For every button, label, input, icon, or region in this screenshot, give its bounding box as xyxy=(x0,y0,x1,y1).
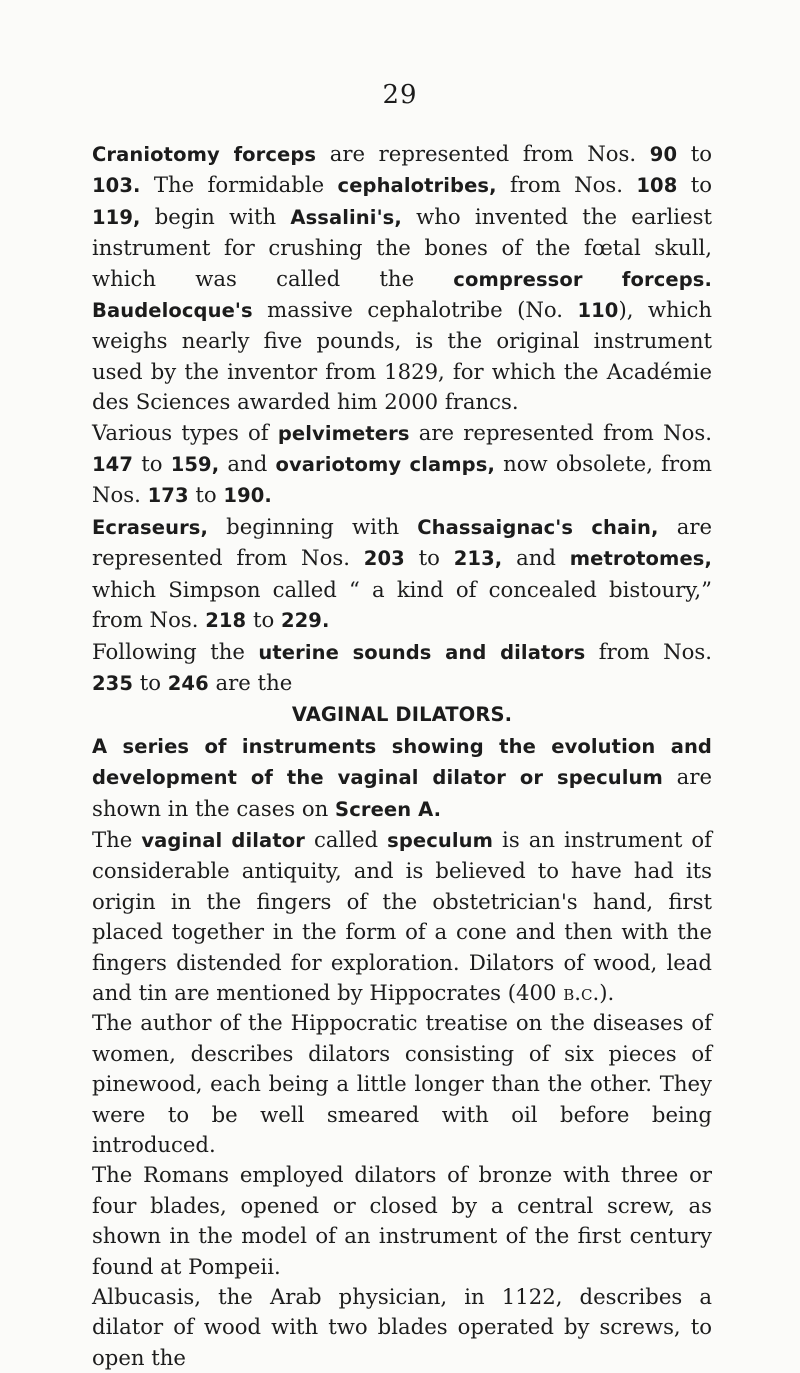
term-series-of-instruments: A series of instruments showing the evolution and development of the vaginal dilator or speculum xyxy=(92,734,712,790)
term-pelvimeters: pelvimeters xyxy=(277,421,410,445)
term-ovariotomy-clamps: ovariotomy clamps, xyxy=(275,453,495,477)
term-ecraseurs: Ecraseurs, xyxy=(92,515,209,539)
paragraph-craniotomy: Craniotomy forceps are represented from Nos. 90 to 103. The formidable cephalotribes, from Nos. 108 to 119, begin with Assalini's, who invented the earliest instrument for crushing the bones of the fœtal skull, which was called the compressor forceps. Baudelocque's massive cephalotribe (No. 110), which weighs nearly five pounds, is the original instrument used by the inventor from 1829, for which the Académie des Sciences awarded him 2000 francs. xyxy=(92,141,713,415)
term-compressor-forceps: compressor forceps. xyxy=(453,267,712,291)
paragraph-speculum: The vaginal dilator called speculum is an instrument of considerable antiquity, and is believed to have had its origin in the fingers of the obstetrician's hand, first placed together in the form of a cone and then with the fingers distended for exploration. Dilators of wood, lead and tin are mentioned by Hippocrates (400 b.c.). xyxy=(92,826,712,1005)
page-number: 29 xyxy=(382,80,418,110)
term-speculum: speculum xyxy=(387,828,494,852)
term-vaginal-dilator: vaginal dilator xyxy=(141,828,305,852)
paragraph-ecraseurs: Ecraseurs, beginning with Chassaignac's chain, are represented from Nos. 203 to 213, and metrotomes, which Simpson called “ a kind of concealed bistoury,” from Nos. 218 to 229. xyxy=(92,513,713,633)
paragraph-uterine-sounds: Following the uterine sounds and dilators from Nos. 235 to 246 are the xyxy=(92,638,712,695)
term-assalini: Assalini's, xyxy=(290,205,402,229)
paragraph-romans: The Romans employed dilators of bronze with three or four blades, opened or closed by a central screw, as shown in the model of an instrument of the first century found at Pompeii. xyxy=(92,1162,712,1279)
paragraph-hippocratic: The author of the Hippocratic treatise on the diseases of women, describes dilators consisting of six pieces of pinewood, each being a little longer than the other. They were to be well smeared with oil before being introduced. xyxy=(92,1010,712,1157)
paragraph-albucasis: Albucasis, the Arab physician, in 1122, describes a dilator of wood with two blades operated by screws, to open the xyxy=(92,1284,712,1370)
term-baudelocque: Baudelocque's xyxy=(92,299,253,323)
term-chassaignac-chain: Chassaignac's chain, xyxy=(417,515,659,539)
term-craniotomy-forceps: Craniotomy forceps xyxy=(92,143,317,166)
paragraph-series: A series of instruments showing the evolution and development of the vaginal dilator or speculum are shown in the cases on Screen A. xyxy=(92,734,712,821)
term-screen-a: Screen A. xyxy=(335,797,442,821)
paragraph-pelvimeters: Various types of pelvimeters are represented from Nos. 147 to 159, and ovariotomy clamps, now obsolete, from Nos. 173 to 190. xyxy=(92,419,713,508)
body-text xyxy=(92,139,712,1373)
term-metrotomes: metrotomes, xyxy=(569,547,713,571)
section-heading: VAGINAL DILATORS. xyxy=(291,703,513,727)
term-cephalotribes: cephalotribes, xyxy=(337,174,497,198)
term-uterine-sounds: uterine sounds and dilators xyxy=(258,640,586,664)
